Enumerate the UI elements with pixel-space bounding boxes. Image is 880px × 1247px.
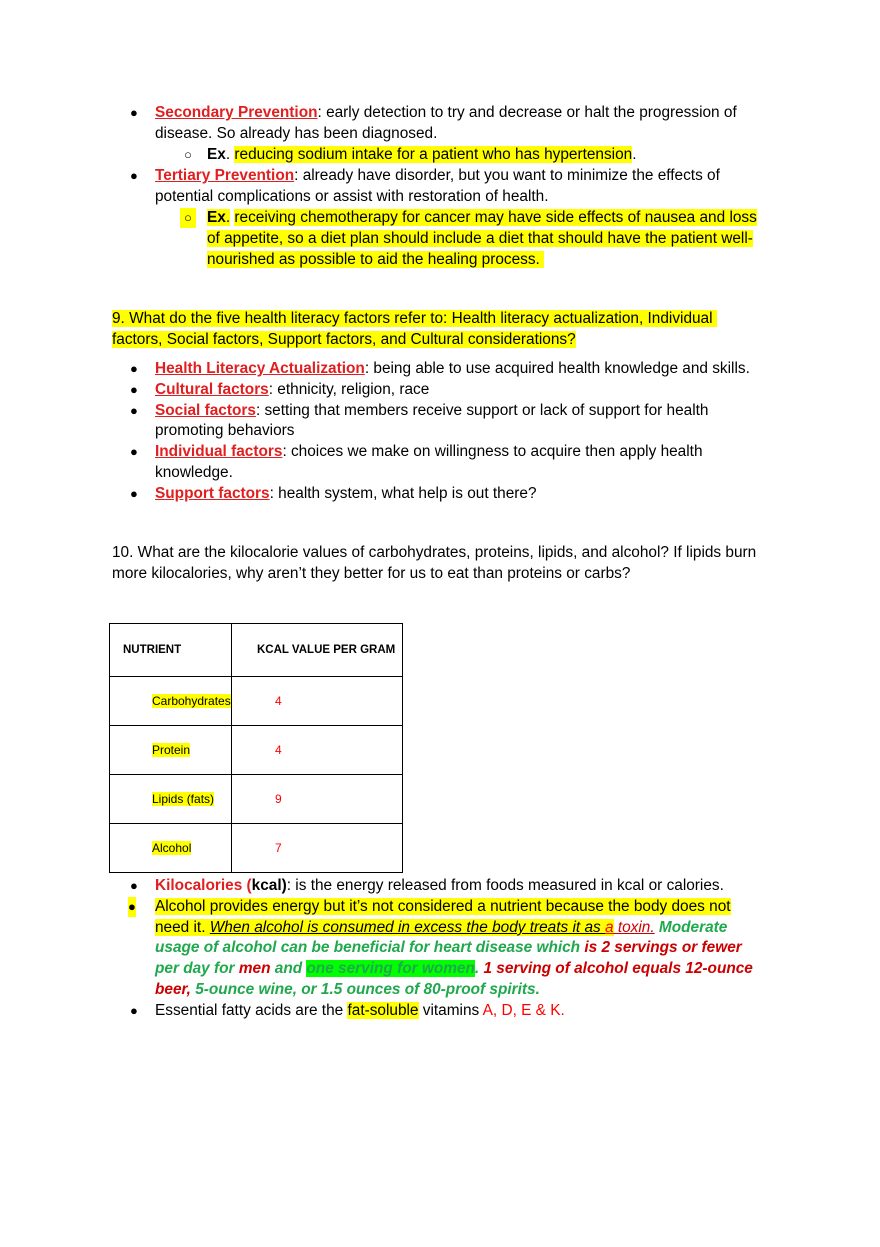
factor-text: : choices we make on willingness to acquire then apply health (282, 443, 703, 460)
factor-text: : health system, what help is out there? (269, 485, 537, 502)
tertiary-example-text-3: nourished as possible to aid the healing process. (207, 251, 545, 268)
factor-item (155, 442, 703, 462)
tertiary-example-text-2: of appetite, so a diet plan should include a diet that should have the patient well- (207, 230, 753, 247)
bullet: ● (130, 1003, 138, 1018)
kcal-term: Kilocalories ( (155, 877, 252, 894)
kcal-text: : is the energy released from foods measured in kcal or calories. (286, 877, 724, 894)
tertiary-example-line-1 (207, 208, 757, 228)
tertiary-prevention-text-2: potential complications or assist with restoration of health. (155, 188, 549, 205)
example-dot: . (225, 209, 231, 226)
nutrient-name: Lipids (fats) (152, 792, 215, 806)
factor-text: : setting that members receive support or lack of support for health (255, 402, 709, 419)
alcohol-text-2a: need it. (155, 919, 210, 936)
question-9-text-2: factors, Social factors, Support factors, and Cultural considerations? (112, 331, 576, 348)
alcohol-text-2d: toxin. (613, 919, 655, 936)
table-cell (232, 726, 403, 775)
alcohol-text-3b: is 2 servings or fewer (584, 939, 742, 956)
table-cell (110, 775, 232, 824)
tertiary-prevention-line-1 (155, 166, 720, 186)
example-end: . (632, 146, 637, 163)
bullet: ● (130, 444, 138, 459)
alcohol-text-2c: a (605, 919, 614, 936)
fatty-acids-note (155, 1001, 565, 1021)
bullet: ● (130, 382, 138, 397)
fatty-vitamins: A, D, E & K. (482, 1002, 565, 1019)
alcohol-text-2e: Moderate (654, 919, 728, 936)
table-header-cell (232, 624, 403, 677)
alcohol-text-1: Alcohol provides energy but it’s not considered a nutrient because the body does not (155, 898, 731, 915)
table-row (110, 824, 403, 873)
factor-text: : being able to use acquired health knowledge and skills. (364, 360, 750, 377)
bullet: ● (128, 897, 136, 917)
bullet: ● (130, 486, 138, 501)
secondary-example (207, 145, 637, 165)
alcohol-note-line-4 (155, 959, 753, 979)
factor-item (155, 401, 708, 421)
alcohol-text-4b: men (238, 960, 271, 977)
question-9-line-2 (112, 330, 576, 350)
secondary-prevention-text-2: disease. So already has been diagnosed. (155, 125, 438, 142)
kcal-value: 4 (275, 694, 282, 708)
alcohol-text-4d: one serving for women (306, 960, 475, 977)
question-10-text-2: more kilocalories, why aren’t they better for us to eat than proteins or carbs? (112, 565, 631, 582)
nutrient-name: Protein (152, 743, 191, 757)
kilocalories-note (155, 876, 724, 896)
alcohol-note-line-1 (155, 897, 731, 917)
header-kcal: KCAL VALUE PER GRAM (257, 644, 396, 656)
factor-text-2: knowledge. (155, 464, 233, 481)
alcohol-text-4c: and (270, 960, 307, 977)
nutrient-name: Carbohydrates (152, 694, 231, 708)
header-nutrient: NUTRIENT (123, 644, 182, 656)
kcal-value: 9 (275, 792, 282, 806)
question-9-line-1 (112, 309, 717, 329)
alcohol-text-3a: usage of alcohol can be beneficial for heart disease which (155, 939, 585, 956)
factor-item (155, 359, 750, 379)
bullet: ● (130, 878, 138, 893)
table-row (110, 726, 403, 775)
alcohol-note-line-3 (155, 938, 742, 958)
factor-item (155, 380, 429, 400)
nutrient-name: Alcohol (152, 841, 192, 855)
kcal-value: 7 (275, 841, 282, 855)
question-10-text-1: 10. What are the kilocalorie values of carbohydrates, proteins, lipids, and alcohol? If lipids burn (112, 544, 757, 561)
table-cell (232, 677, 403, 726)
fatty-text-2: vitamins (418, 1002, 483, 1019)
secondary-prevention-term: Secondary Prevention (155, 104, 318, 121)
question-10-line-1 (112, 543, 756, 563)
fatty-highlight: fat-soluble (347, 1002, 419, 1019)
kcal-table (109, 623, 403, 873)
factor-term: Social factors (155, 402, 256, 419)
kcal-abbr: kcal) (251, 877, 287, 894)
tertiary-example-text-1: receiving chemotherapy for cancer may have side effects of nausea and loss (234, 209, 757, 226)
alcohol-text-5a: beer, (155, 981, 196, 998)
fatty-text-1: Essential fatty acids are the (155, 1002, 348, 1019)
secondary-example-text: reducing sodium intake for a patient who has hypertension (234, 146, 633, 163)
sub-bullet: ○ (180, 208, 196, 228)
table-cell (110, 726, 232, 775)
alcohol-text-4f: 1 serving of alcohol equals 12-ounce (483, 960, 753, 977)
tertiary-prevention-text: : already have disorder, but you want to minimize the effects of (294, 167, 720, 184)
table-row (110, 677, 403, 726)
alcohol-text-5b: 5-ounce wine, or 1.5 ounces of 80-proof spirits. (195, 981, 540, 998)
factor-text-2: promoting behaviors (155, 422, 295, 439)
kcal-value: 4 (275, 743, 282, 757)
secondary-prevention-text: : early detection to try and decrease or halt the progression of (317, 104, 737, 121)
example-dot: . (225, 146, 231, 163)
example-label: Ex (207, 146, 226, 163)
factor-text: : ethnicity, religion, race (268, 381, 430, 398)
secondary-prevention-line-1 (155, 103, 737, 123)
bullet: ● (130, 168, 138, 183)
alcohol-note-line-5 (155, 980, 540, 1000)
table-cell (232, 824, 403, 873)
table-row (110, 775, 403, 824)
tertiary-example-line-3 (207, 250, 544, 270)
factor-term: Individual factors (155, 443, 283, 460)
factor-term: Health Literacy Actualization (155, 360, 365, 377)
table-cell (110, 677, 232, 726)
tertiary-prevention-term: Tertiary Prevention (155, 167, 295, 184)
factor-item-continued (155, 421, 294, 441)
factor-item (155, 484, 537, 504)
bullet: ● (130, 105, 138, 120)
alcohol-text-2b: When alcohol is consumed in excess the body treats it as (209, 919, 605, 936)
tertiary-prevention-line-2 (155, 187, 549, 207)
factor-term: Cultural factors (155, 381, 269, 398)
tertiary-example-line-2 (207, 229, 753, 249)
question-10-line-2 (112, 564, 630, 584)
alcohol-text-4e: . (474, 960, 484, 977)
factor-item-continued (155, 463, 233, 483)
alcohol-text-4a: per day for (155, 960, 239, 977)
factor-term: Support factors (155, 485, 270, 502)
table-header-cell (110, 624, 232, 677)
alcohol-note-line-2 (155, 918, 727, 938)
secondary-prevention-line-2 (155, 124, 437, 144)
question-9-text-1: 9. What do the five health literacy factors refer to: Health literacy actualization, Individual (112, 310, 717, 327)
bullet: ● (130, 403, 138, 418)
example-label: Ex (207, 209, 226, 226)
bullet: ● (130, 361, 138, 376)
table-header-row (110, 624, 403, 677)
sub-bullet: ○ (184, 147, 192, 162)
table-cell (232, 775, 403, 824)
table-cell (110, 824, 232, 873)
